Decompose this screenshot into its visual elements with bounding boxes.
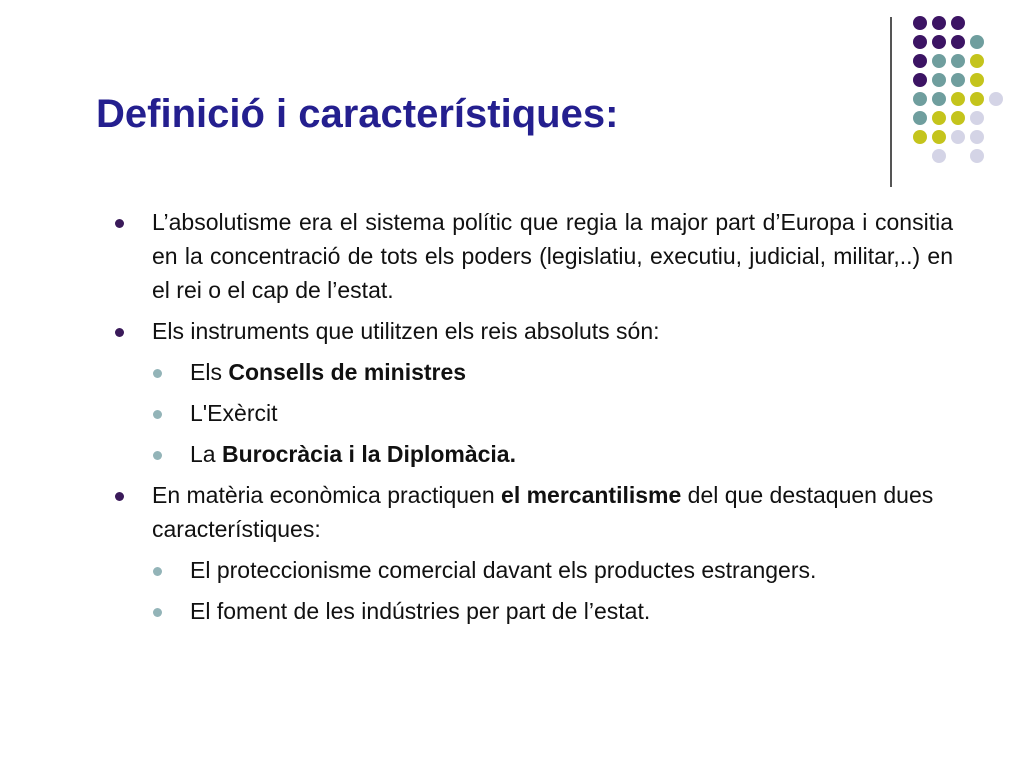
decorative-dot: [913, 35, 927, 49]
decorative-dot: [913, 54, 927, 68]
decorative-dot: [932, 111, 946, 125]
decorative-dot: [951, 73, 965, 87]
decorative-dot: [970, 111, 984, 125]
sub-bullet-text: L'Exèrcit: [190, 400, 278, 426]
bullet-icon: [115, 492, 124, 501]
sub-bullet-bold-text: Consells de ministres: [228, 359, 467, 385]
decorative-dot: [932, 130, 946, 144]
decorative-dot: [932, 35, 946, 49]
decorative-dot: [970, 54, 984, 68]
decorative-dot: [913, 130, 927, 144]
decorative-dot: [932, 92, 946, 106]
bullet-bold-text: el mercantilisme: [501, 482, 682, 508]
bullet-text: En matèria econòmica practiquen: [152, 482, 502, 508]
sub-bullet-text: Els: [190, 359, 229, 385]
sub-bullet-proteccionisme: [115, 553, 953, 587]
bullet-icon: [115, 328, 124, 337]
bullet-item-absolutisme: [115, 205, 953, 307]
decorative-dot: [951, 130, 965, 144]
decorative-dot: [970, 92, 984, 106]
bullet-text-tail: del que destaquen dues característiques:: [152, 482, 934, 542]
decorative-dot: [951, 111, 965, 125]
sub-bullet-icon: [153, 608, 162, 617]
decorative-dot: [932, 54, 946, 68]
sub-bullet-icon: [153, 451, 162, 460]
sub-bullet-exercit: [115, 396, 953, 430]
decorative-dot: [970, 73, 984, 87]
decorative-dot: [951, 92, 965, 106]
decorative-dot: [932, 149, 946, 163]
bullet-text: L’absolutisme era el sistema polític que regia la major part d’Europa i consitia en la concentració de tots els poders (legislatiu, executiu, judicial, militar,..) en el rei o el cap de l’estat.: [152, 209, 953, 303]
sub-bullet-burocracia: [115, 437, 953, 471]
decorative-dot: [913, 16, 927, 30]
decorative-dot: [913, 92, 927, 106]
decorative-dot: [932, 16, 946, 30]
sub-bullet-consells: [115, 355, 953, 389]
bullet-text: Els instruments que utilitzen els reis absoluts són:: [152, 318, 660, 344]
decorative-dot: [989, 92, 1003, 106]
decorative-dot: [913, 111, 927, 125]
sub-bullet-icon: [153, 567, 162, 576]
bullet-item-instruments: [115, 314, 953, 348]
vertical-divider: [890, 17, 892, 187]
decorative-dot: [970, 149, 984, 163]
decorative-dot: [951, 35, 965, 49]
slide-body: [115, 205, 953, 635]
decorative-dot: [932, 73, 946, 87]
sub-bullet-text: El foment de les indústries per part de l’estat.: [190, 598, 651, 624]
decorative-dot: [951, 54, 965, 68]
sub-bullet-bold-text: Burocràcia i la Diplomàcia.: [221, 441, 516, 467]
decorative-dot: [913, 73, 927, 87]
sub-bullet-icon: [153, 369, 162, 378]
sub-bullet-text: La: [190, 441, 222, 467]
bullet-icon: [115, 219, 124, 228]
slide-title: Definició i característiques:: [96, 92, 619, 136]
sub-bullet-icon: [153, 410, 162, 419]
sub-bullet-foment: [115, 594, 953, 628]
decorative-dot: [970, 130, 984, 144]
decorative-dot: [970, 35, 984, 49]
sub-bullet-text: El proteccionisme comercial davant els productes estrangers.: [190, 557, 817, 583]
bullet-item-mercantilisme: [115, 478, 953, 546]
decorative-dot: [951, 16, 965, 30]
